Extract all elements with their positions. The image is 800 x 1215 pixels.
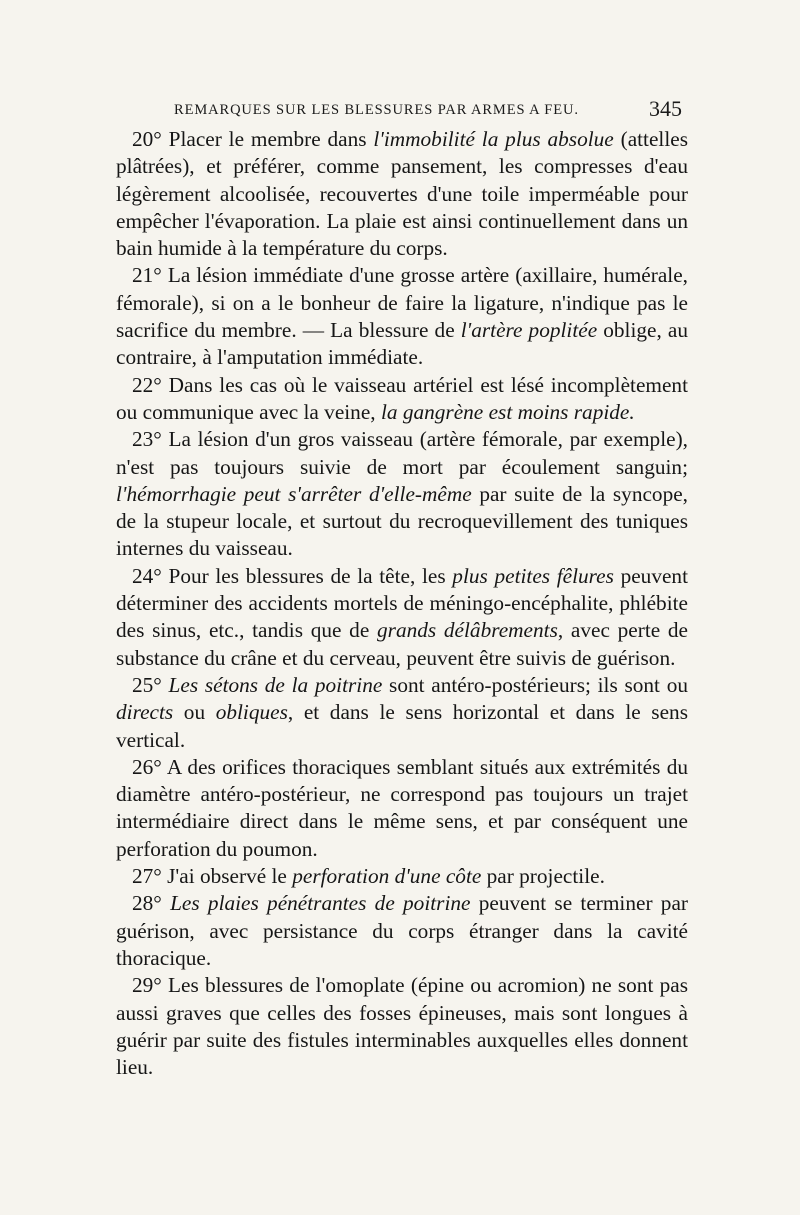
emphasis: Les sétons de la poitrine: [168, 672, 383, 697]
paragraph-text: par projectile.: [481, 864, 605, 889]
emphasis: grands délâbrements: [377, 618, 558, 643]
paragraph-29: [116, 972, 688, 1081]
paragraph-text: 23° La lésion d'un gros vaisseau (artère fémorale, par exemple), n'est pas toujours suivie de mort par écoulement sanguin;: [116, 427, 688, 479]
running-title: REMARQUES SUR LES BLESSURES PAR ARMES A FEU.: [174, 102, 579, 118]
paragraph-text: 20° Placer le membre dans: [132, 127, 374, 151]
paragraph-23: [116, 426, 688, 562]
paragraph-text: 29° Les blessures de l'omoplate (épine ou acromion) ne sont pas aussi graves que celles des fosses épineuses, mais sont longues à guérir par suite des fistules interminables auxquelles elles donnent lieu.: [116, 973, 688, 1080]
paragraph-text: peuvent se terminer par guérison, avec persistance du corps étranger dans la cavité thoracique.: [116, 891, 688, 970]
paragraph-text: oblige, au contraire, à l'amputation immédiate.: [116, 318, 688, 370]
paragraph-text: (attelles plâtrées), et préférer, comme pansement, les compresses d'eau légèrement alcoolisée, recouvertes d'une toile imperméable pour empêcher l'évaporation. La plaie est ainsi continuellement dans un bain humide à la température du corps.: [116, 127, 689, 261]
paragraph-21: [116, 262, 688, 371]
paragraph-text: par suite de la syncope, de la stupeur locale, et surtout du recroquevillement des tuniques internes du vaisseau.: [116, 481, 688, 561]
paragraph-20: [116, 126, 688, 262]
emphasis: l'immobilité la plus absolue: [373, 127, 614, 151]
emphasis: perforation d'une côte: [292, 864, 482, 889]
paragraph-text: 24° Pour les blessures de la tête, les: [132, 563, 453, 588]
paragraph-text: 27° J'ai observé le: [132, 864, 293, 889]
page-header: [174, 96, 682, 126]
paragraph-text: ou: [173, 700, 216, 725]
emphasis: directs: [116, 700, 174, 725]
emphasis: la gangrène est moins rapide.: [380, 399, 635, 424]
emphasis: l'hémorrhagie peut s'arrêter d'elle-même: [116, 481, 472, 506]
paragraph-28: [116, 890, 688, 972]
paragraph-text: , et dans le sens horizontal et dans le sens vertical.: [116, 700, 688, 752]
emphasis: l'artère poplitée: [460, 318, 598, 343]
paragraph-text: 26° A des orifices thoraciques semblant situés aux extrémités du diamètre antéro-postérieur, ne correspond pas toujours un trajet intermédiaire direct dans le même sens, et par conséquent une perforation du poumon.: [116, 754, 688, 861]
paragraph-text: sont antéro-postérieurs; ils sont ou: [382, 672, 688, 697]
paragraph-text: 25°: [132, 672, 169, 697]
body-text: [116, 126, 688, 1081]
paragraph-24: [116, 563, 688, 672]
paragraph-text: , avec perte de substance du crâne et du cerveau, peuvent être suivis de guérison.: [116, 618, 689, 670]
page-number: 345: [649, 96, 682, 121]
paragraph-text: 28°: [132, 891, 171, 916]
paragraph-text: 22° Dans les cas où le vaisseau artériel est lésé incomplètement ou communique avec la veine,: [116, 372, 688, 424]
paragraph-22: [116, 372, 688, 427]
paragraph-text: peuvent déterminer des accidents mortels de méningo-encéphalite, phlébite des sinus, etc., tandis que de: [116, 563, 688, 643]
emphasis: Les plaies pénétrantes de poitrine: [170, 891, 471, 916]
paragraph-25: [116, 672, 688, 754]
paragraph-26: [116, 754, 688, 863]
paragraph-27: [116, 863, 688, 890]
paragraph-text: 21° La lésion immédiate d'une grosse artère (axillaire, humérale, fémorale), si on a le bonheur de faire la ligature, n'indique pas le sacrifice du membre. — La blessure de: [116, 263, 688, 343]
emphasis: obliques: [215, 700, 288, 725]
emphasis: plus petites fêlures: [452, 563, 614, 588]
